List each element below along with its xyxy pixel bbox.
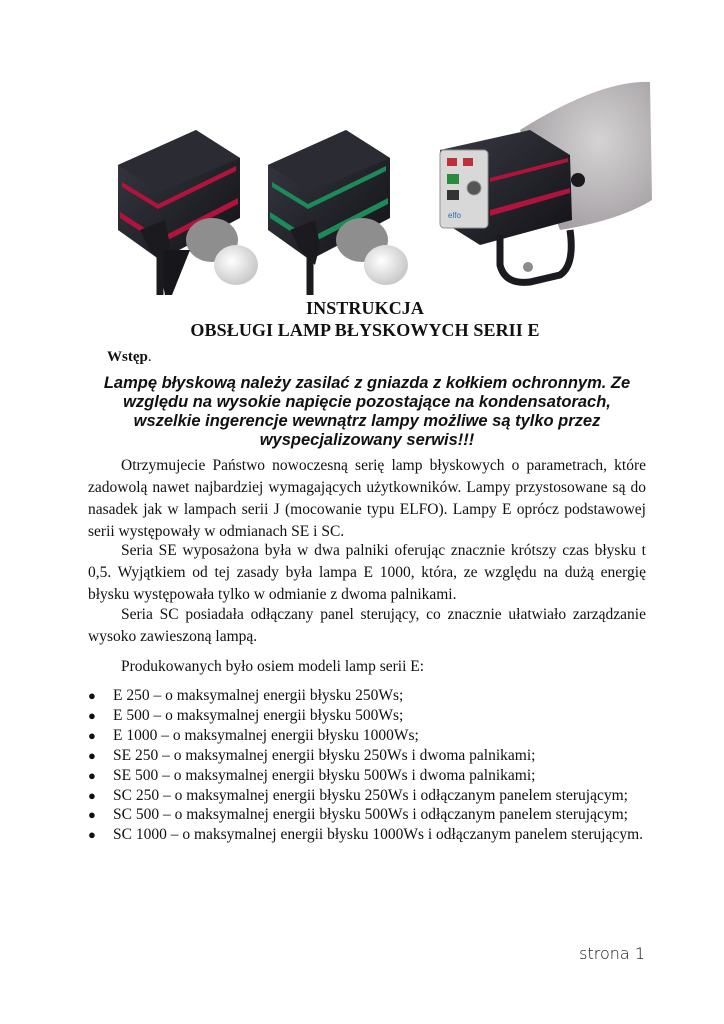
list-item [88, 726, 646, 746]
list-item-text: E 250 – o maksymalnej energii błysku 250Ws; [113, 687, 404, 704]
document-title-line2: OBSŁUGI LAMP BŁYSKOWYCH SERII E [190, 320, 540, 340]
paragraph-introduction: Otrzymujecie Państwo nowoczesną serię lamp błyskowych o parametrach, które zadowolą nawet najbardziej wymagających użytkowników. Lampy przystosowane są do nasadek jak w lampach serii J (mocowanie typu ELFO). Lampy E oprócz podstawowej serii występowały w odmianach SE i SC. [88, 457, 646, 540]
list-item-text: SC 500 – o maksymalnej energii błysku 500Ws i odłączanym panelem sterującym; [113, 806, 628, 824]
list-item [88, 825, 646, 845]
bullet-icon: ● [88, 747, 96, 763]
document-title-line1: INSTRUKCJA [305, 298, 425, 318]
model-list [88, 686, 646, 845]
lamp-with-reflector-photo [440, 82, 652, 282]
list-item-text: SE 500 – o maksymalnej energii błysku 500Ws i dwoma palnikami; [113, 766, 536, 784]
safety-warning [82, 374, 652, 450]
warning-line: Lampę błyskową należy zasilać z gniazda z kołkiem ochronnym. Ze [103, 374, 631, 392]
bullet-icon: ● [88, 767, 96, 783]
lamp-e-green-photo [268, 130, 408, 295]
list-item-text: SC 1000 – o maksymalnej energii błysku 1000Ws i odłączanym panelem sterującym. [113, 826, 644, 844]
intro-dot: . [147, 349, 152, 365]
paragraph-series-se: Seria SE wyposażona była w dwa palniki oferując znacznie krótszy czas błysku t 0,5. Wyjątkiem od tej zasady była lampa E 1000, która, ze względu na dużą energię błysku występowała tylko w odmianie z dwoma palnikami. [88, 542, 646, 603]
paragraph-models-intro: Produkowanych było osiem modeli lamp serii E: [121, 658, 425, 675]
page-number: strona 1 [579, 944, 645, 963]
list-item-text: E 1000 – o maksymalnej energii błysku 1000Ws; [113, 726, 419, 744]
lamp-e-red-photo [118, 130, 258, 295]
list-item [88, 766, 646, 786]
bullet-icon: ● [88, 707, 96, 723]
list-item [88, 746, 646, 766]
list-item [88, 706, 646, 726]
brand-mark-text: elfo [448, 211, 461, 220]
product-photos [0, 70, 724, 295]
bullet-icon: ● [88, 807, 96, 823]
bullet-icon: ● [88, 727, 96, 743]
intro-label: Wstęp [107, 349, 148, 365]
list-item [88, 805, 646, 825]
warning-line: względu na wysokie napięcie pozostające na kondensatorach, [123, 393, 611, 411]
bullet-icon: ● [88, 787, 96, 803]
list-item-text: E 500 – o maksymalnej energii błysku 500Ws; [113, 706, 404, 724]
bullet-icon: ● [88, 688, 96, 703]
warning-line: wszelkie ingerencje wewnątrz lampy możliwe są tylko przez [133, 412, 601, 430]
list-item-text: SE 250 – o maksymalnej energii błysku 250Ws i dwoma palnikami; [113, 746, 536, 764]
intro-heading [107, 349, 152, 366]
list-item-text: SC 250 – o maksymalnej energii błysku 250Ws i odłączanym panelem sterującym; [113, 786, 628, 804]
paragraph-series-sc: Seria SC posiadała odłączany panel sterujący, co znacznie ułatwiało zarządzanie wysoko zawieszoną lampą. [88, 606, 646, 645]
warning-line: wyspecjalizowany serwis!!! [259, 431, 475, 449]
list-item [88, 786, 646, 806]
list-item [88, 686, 646, 706]
bullet-icon: ● [88, 827, 96, 843]
